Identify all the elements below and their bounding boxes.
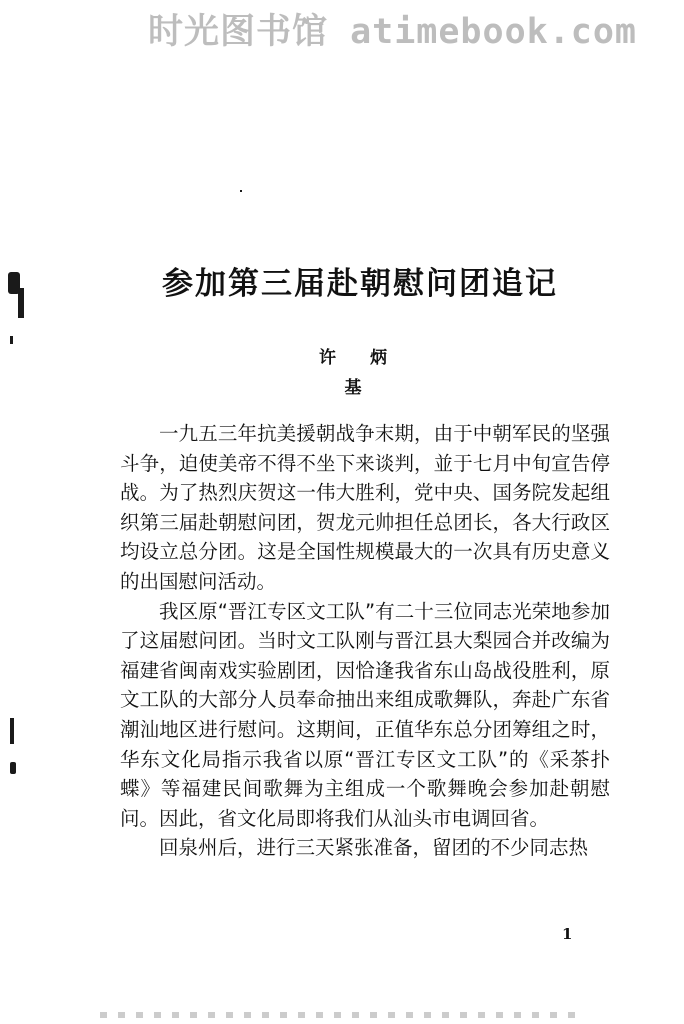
- article-author: 许 炳 基: [319, 348, 401, 398]
- scan-artifact-mark: [10, 718, 14, 744]
- scan-artifact-mark: [10, 762, 16, 774]
- paragraph-1: 一九五三年抗美援朝战争末期，由于中朝军民的坚强斗争，迫使美帝不得不坐下来谈判，並于七月中旬宣告停战。为了热烈庆贺这一伟大胜利，党中央、国务院发起组织第三届赴朝慰问团，贺龙元帅担任总团长，各大行政区均设立总分团。这是全国性规模最大的一次具有历史意义的出国慰问活动。: [120, 422, 610, 593]
- paragraph-3: 回泉州后，进行三天紧张准备，留团的不少同志热: [159, 836, 589, 860]
- scan-artifact-mark: [240, 190, 242, 192]
- scan-artifact-mark: [18, 288, 24, 318]
- watermark-text: 时光图书馆 atimebook.com: [148, 12, 638, 52]
- paragraph-2: 我区原“晋江专区文工队”有二十三位同志光荣地参加了这届慰问团。当时文工队刚与晋江县大梨园合并改编为福建省闽南戏实验剧团，因恰逢我省东山岛战役胜利，原文工队的大部分人员奉命抽出来组成歌舞队，奔赴广东省潮汕地区进行慰问。这期间，正值华东总分团筹组之时，华东文化局指示我省以原“晋江专区文工队”的《采茶扑蝶》等福建民间歌舞为主组成一个歌舞晚会参加赴朝慰问。因此，省文化局即将我们从汕头市电调回省。: [120, 599, 610, 830]
- article-body: [120, 419, 610, 863]
- article-title: 参加第三届赴朝慰问团追记: [162, 266, 558, 302]
- scan-artifact-bottom-noise: [100, 1012, 580, 1018]
- page-number: 1: [562, 925, 573, 943]
- scan-artifact-mark: [10, 336, 13, 344]
